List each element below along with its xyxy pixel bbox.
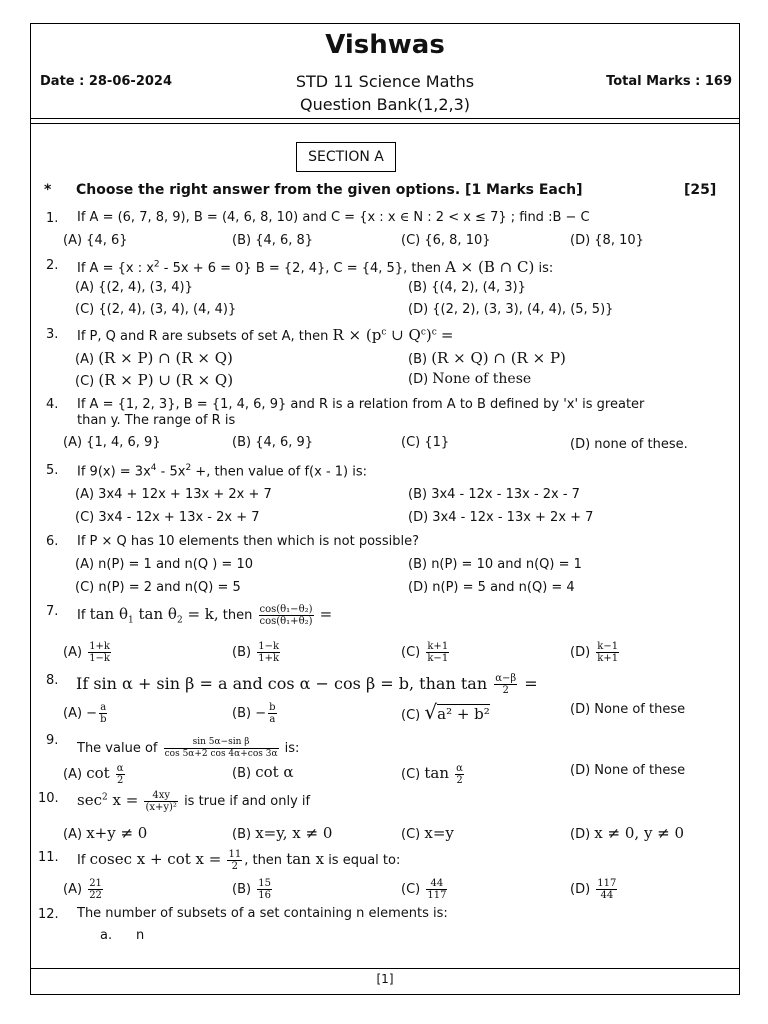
q12-sub-label: a.: [100, 928, 113, 943]
q3-option-d[interactable]: (D) None of these: [408, 371, 532, 387]
q5-option-a[interactable]: (A) 3x4 + 12x + 13x + 2x + 7: [75, 487, 272, 502]
std-label: STD 11 Science Maths: [295, 72, 475, 91]
q10-option-c[interactable]: (C) x=y: [401, 824, 454, 842]
q7-option-d[interactable]: (D) $\frac{k-1}{k+1}$: [570, 641, 619, 664]
q1-option-a[interactable]: (A) {4, 6}: [63, 233, 128, 248]
question-11-text: If cosec x + cot x = $\frac{11}{2}$ , then tan x is equal to:: [77, 849, 401, 872]
question-8-text: If sin α + sin β = a and cos α − cos β = b, than tan $\frac{\alpha-\beta}{2}$ =: [76, 673, 538, 696]
question-9-text: The value of $\frac{\text{sin 5α−sin β}}{\cos 5\alpha+2 \cos 4\alpha+\cos 3\alpha}$ is:: [77, 737, 300, 759]
q9-option-a[interactable]: (A) cot $\frac{\alpha}{2}$: [63, 763, 124, 786]
question-10-text: $\sec^2 x$ = $\frac{4xy}{\text{(x+y)²}}$ is true if and only if: [77, 790, 311, 813]
q8-option-d[interactable]: (D) None of these: [570, 702, 686, 717]
question-number: 9.: [46, 733, 59, 748]
question-3-text: If P, Q and R are subsets of set A, then $R \times (p^c$ ∪ $Q^c)^c$ =: [77, 326, 454, 344]
q1-option-d[interactable]: (D) {8, 10}: [570, 233, 644, 248]
q1-option-b[interactable]: (B) {4, 6, 8}: [232, 233, 314, 248]
q2-option-a[interactable]: (A) {(2, 4), (3, 4)}: [75, 280, 193, 295]
section-a-box: SECTION A: [296, 142, 396, 172]
q8-option-c[interactable]: (C) √a² + b²: [401, 700, 490, 724]
question-4-text-line1: If A = {1, 2, 3}, B = {1, 4, 6, 9} and R is a relation from A to B defined by 'x' is greater: [77, 397, 645, 412]
q8-option-b[interactable]: (B) − $\frac{b}{a}$: [232, 702, 276, 725]
q10-option-b[interactable]: (B) x=y, x ≠ 0: [232, 824, 333, 842]
q6-option-b[interactable]: (B) n(P) = 10 and n(Q) = 1: [408, 557, 582, 572]
q10-option-d[interactable]: (D) x ≠ 0, y ≠ 0: [570, 824, 685, 842]
question-number: 12.: [38, 907, 59, 922]
question-number: 3.: [46, 327, 59, 342]
q2-option-b[interactable]: (B) {(4, 2), (4, 3)}: [408, 280, 526, 295]
total-marks: Total Marks : 169: [606, 74, 732, 89]
q7-option-a[interactable]: (A) $\frac{1+k}{1-k}$: [63, 641, 110, 664]
q1-option-c[interactable]: (C) {6, 8, 10}: [401, 233, 491, 248]
instruction-bullet: *: [44, 182, 52, 198]
header-divider-top: [30, 118, 740, 119]
q11-option-a[interactable]: (A) $\frac{21}{22}$: [63, 878, 102, 901]
q4-option-a[interactable]: (A) {1, 4, 6, 9}: [63, 435, 161, 450]
q11-option-d[interactable]: (D) $\frac{117}{44}$: [570, 878, 617, 901]
q6-option-a[interactable]: (A) n(P) = 1 and n(Q ) = 10: [75, 557, 253, 572]
q8-option-a[interactable]: (A) − $\frac{a}{b}$: [63, 702, 107, 725]
q5-option-c[interactable]: (C) 3x4 - 12x + 13x - 2x + 7: [75, 510, 260, 525]
q3-option-a[interactable]: (A) (R × P) ∩ (R × Q): [75, 349, 233, 367]
school-title: Vishwas: [325, 30, 445, 60]
question-12-text: The number of subsets of a set containing n elements is:: [77, 906, 448, 921]
q6-option-c[interactable]: (C) n(P) = 2 and n(Q) = 5: [75, 580, 241, 595]
q4-option-b[interactable]: (B) {4, 6, 9}: [232, 435, 314, 450]
q10-option-a[interactable]: (A) x+y ≠ 0: [63, 824, 148, 842]
q5-option-d[interactable]: (D) 3x4 - 12x - 13x + 2x + 7: [408, 510, 594, 525]
question-1-text: If A = (6, 7, 8, 9), B = (4, 6, 8, 10) and C = {x : x ∈ N : 2 < x ≤ 7} ; find :B − C: [77, 210, 590, 225]
q4-option-d[interactable]: (D) none of these.: [570, 437, 688, 452]
question-4-text-line2: than y. The range of R is: [77, 413, 236, 428]
page-number: [1]: [376, 972, 394, 986]
question-number: 7.: [46, 604, 59, 619]
q2-option-c[interactable]: (C) {(2, 4), (3, 4), (4, 4)}: [75, 302, 237, 317]
q11-option-c[interactable]: (C) $\frac{44}{117}$: [401, 878, 447, 901]
q9-option-d[interactable]: (D) None of these: [570, 763, 686, 778]
question-number: 5.: [46, 463, 59, 478]
question-bank-label: Question Bank(1,2,3): [299, 95, 471, 114]
q3-option-c[interactable]: (C) (R × P) ∪ (R × Q): [75, 371, 234, 389]
question-number: 1.: [46, 211, 59, 226]
q11-option-b[interactable]: (B) $\frac{15}{16}$: [232, 878, 271, 901]
question-7-text: If $\tan \theta_1$ $\tan \theta_2 = k$, then $\frac{\text{cos(θ₁−θ₂)}}{\text{cos(θ₁+θ₂)}}$ =: [77, 604, 333, 627]
q3-option-b[interactable]: (B) (R × Q) ∩ (R × P): [408, 349, 566, 367]
q9-option-b[interactable]: (B) cot α: [232, 763, 294, 781]
question-6-text: If P × Q has 10 elements then which is not possible?: [77, 534, 419, 549]
instruction-text: Choose the right answer from the given options. [1 Marks Each]: [76, 182, 583, 198]
question-number: 8.: [46, 673, 59, 688]
footer-divider: [30, 968, 740, 969]
q7-option-b[interactable]: (B) $\frac{1-k}{1+k}$: [232, 641, 280, 664]
q6-option-d[interactable]: (D) n(P) = 5 and n(Q) = 4: [408, 580, 575, 595]
q4-option-c[interactable]: (C) {1}: [401, 435, 450, 450]
exam-date: Date : 28-06-2024: [40, 74, 172, 89]
question-5-text: If $9(x) = 3x^4 - 5x^2$ +, then value of f(x - 1) is:: [77, 463, 368, 480]
q12-sub-option[interactable]: n: [136, 928, 145, 943]
q9-option-c[interactable]: (C) tan $\frac{\alpha}{2}$: [401, 763, 463, 786]
q2-option-d[interactable]: (D) {(2, 2), (3, 3), (4, 4), (5, 5)}: [408, 302, 614, 317]
header-divider-bottom: [30, 123, 740, 124]
q5-option-b[interactable]: (B) 3x4 - 12x - 13x - 2x - 7: [408, 487, 580, 502]
question-number: 2.: [46, 258, 59, 273]
question-number: 11.: [38, 850, 59, 865]
q7-option-c[interactable]: (C) $\frac{k+1}{k-1}$: [401, 641, 449, 664]
question-number: 6.: [46, 534, 59, 549]
question-number: 10.: [38, 791, 59, 806]
question-2-text: If A = {x : $x^2 - 5x + 6 = 0$} B = {2, 4}, C = {4, 5}, then A × (B ∩ C) is:: [77, 258, 554, 276]
section-marks: [25]: [684, 182, 717, 198]
question-number: 4.: [46, 397, 59, 412]
